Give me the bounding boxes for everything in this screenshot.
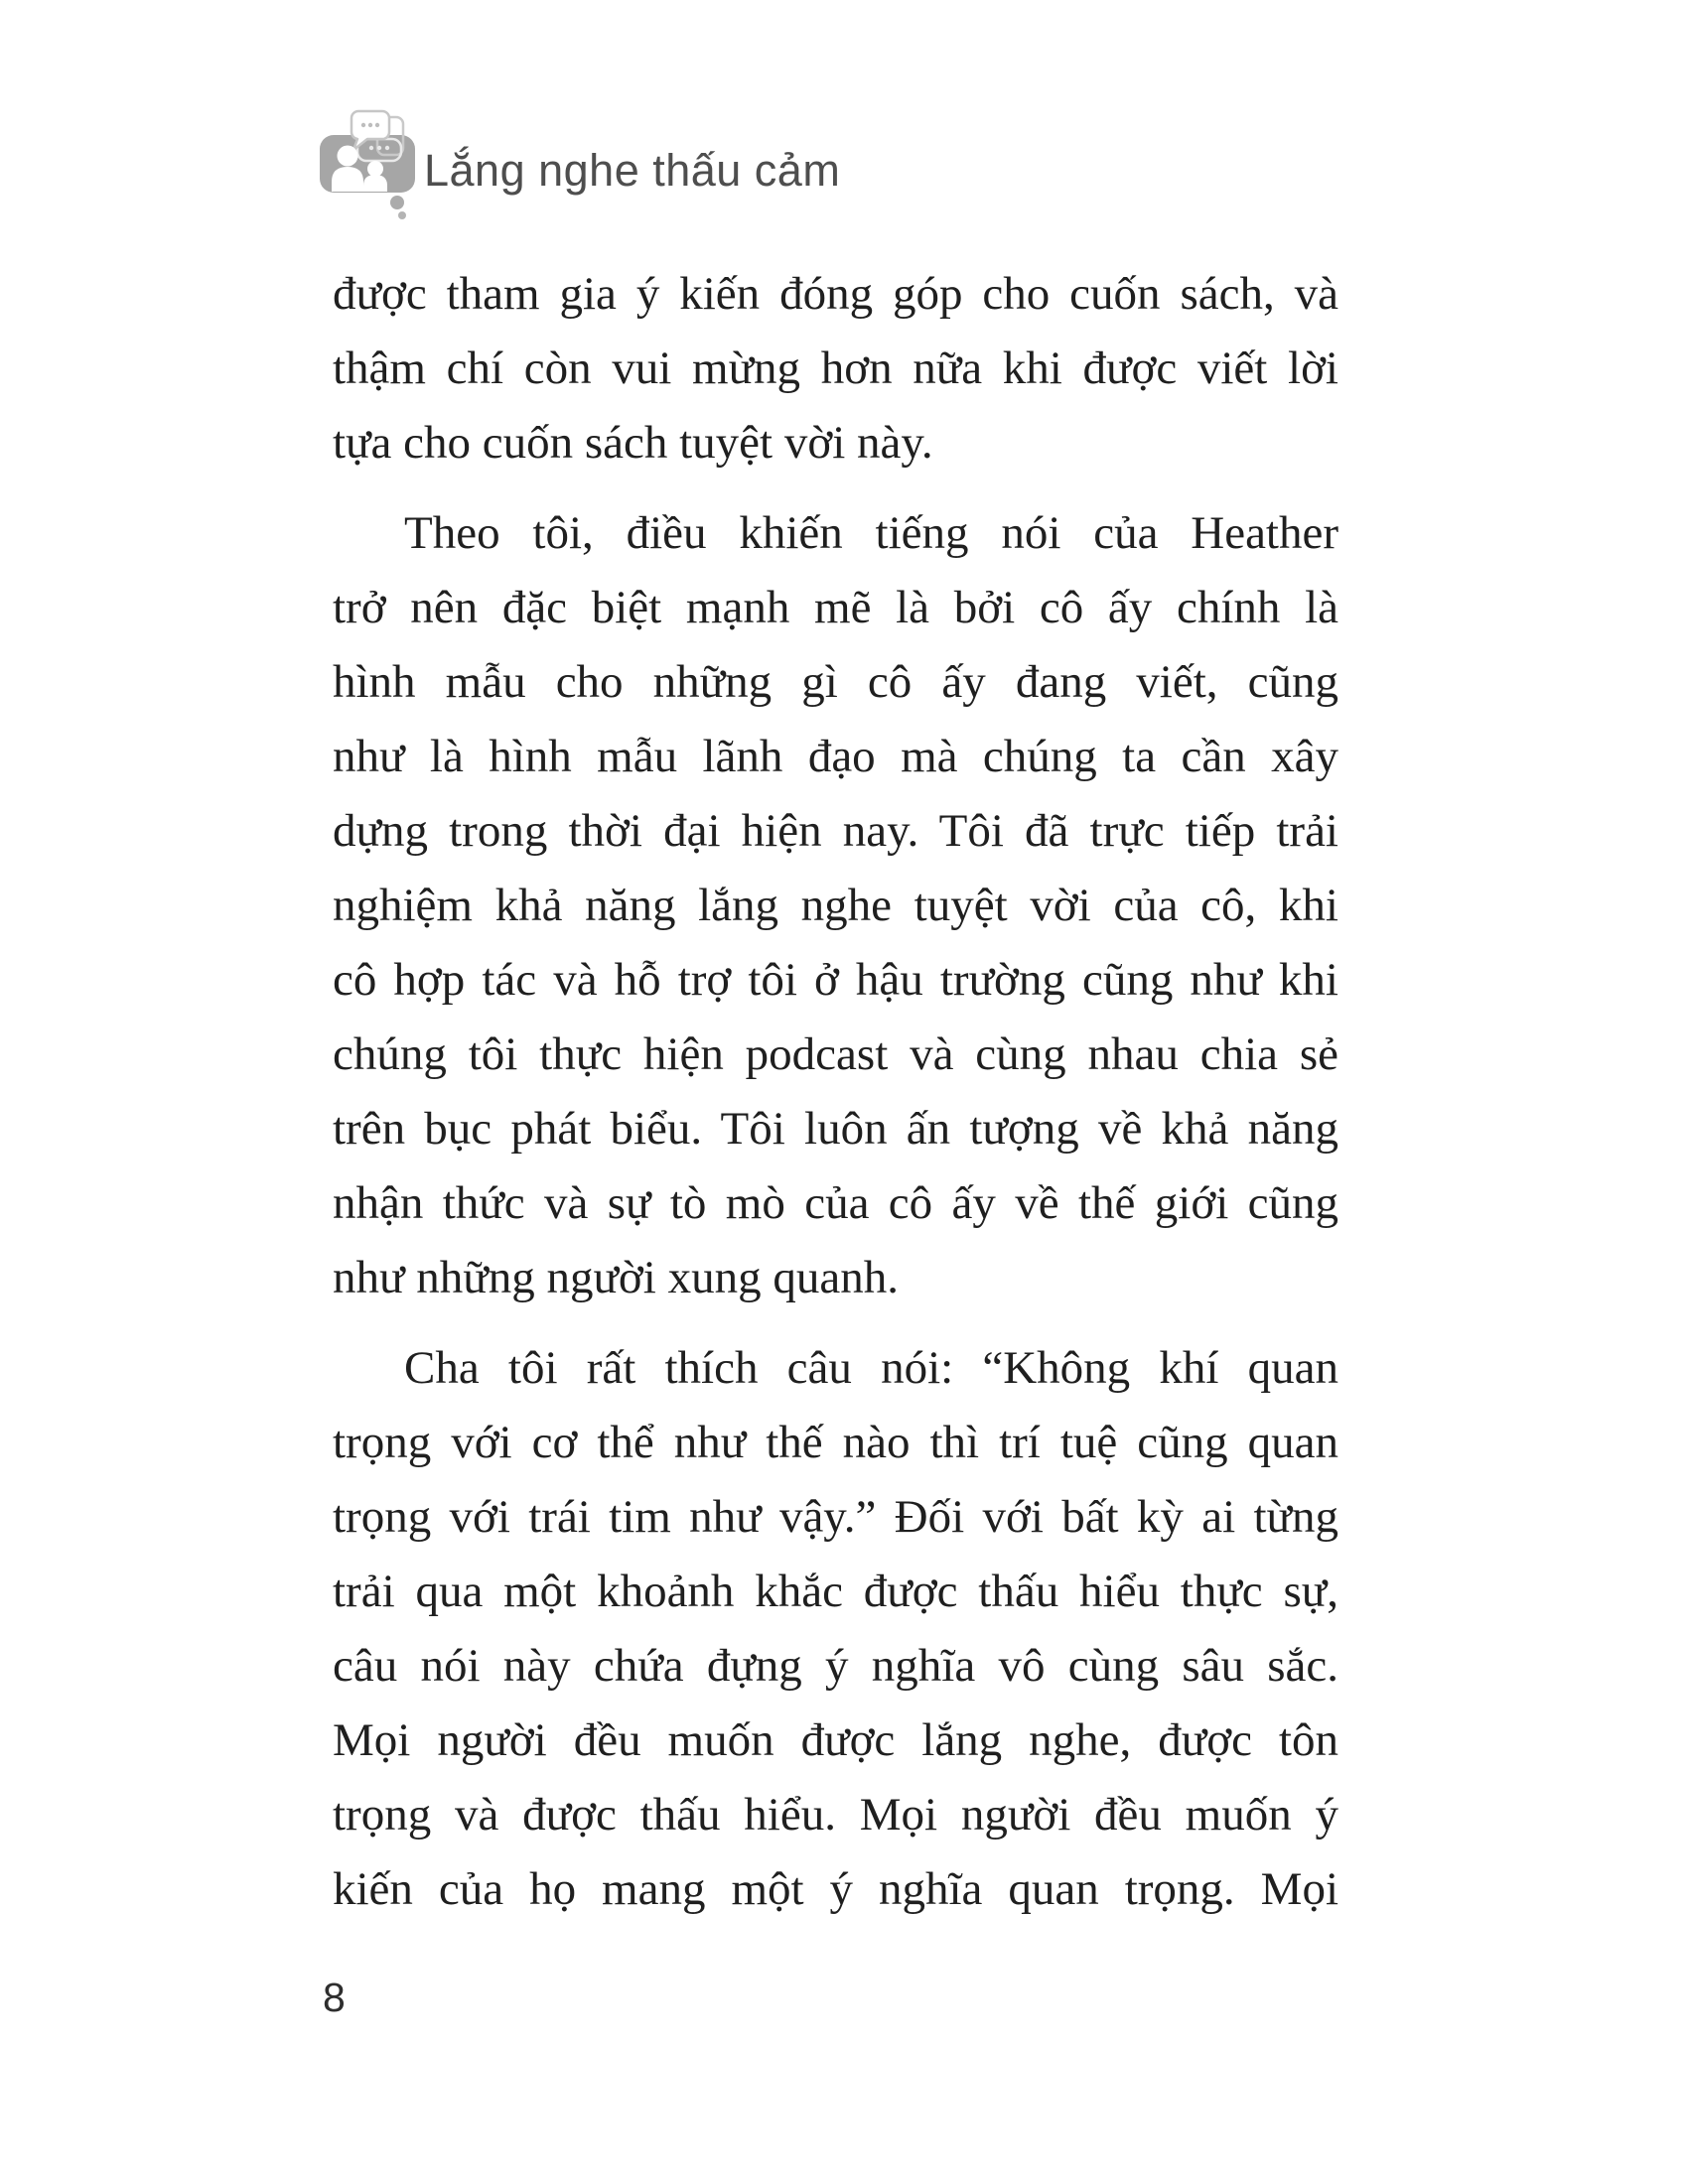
text-line: hình mẫu cho những gì cô ấy đang viết, cũng	[333, 656, 1338, 708]
paragraph	[333, 257, 1338, 480]
text-line: Theo tôi, điều khiến tiếng nói của Heather	[404, 507, 1338, 559]
text-line: trở nên đặc biệt mạnh mẽ là bởi cô ấy chính là	[333, 582, 1338, 633]
thought-dot-large-icon	[390, 196, 404, 209]
text-line: trọng với trái tim như vậy.” Đối với bất kỳ ai từng	[333, 1491, 1338, 1543]
text-line: cô hợp tác và hỗ trợ tôi ở hậu trường cũng như khi	[333, 954, 1338, 1006]
text-line: Cha tôi rất thích câu nói: “Không khí quan	[404, 1342, 1338, 1394]
text-line: trọng và được thấu hiểu. Mọi người đều muốn ý	[333, 1789, 1338, 1841]
text-line: trải qua một khoảnh khắc được thấu hiểu thực sự,	[333, 1566, 1338, 1617]
paragraph	[333, 1331, 1338, 1927]
text-line: nhận thức và sự tò mò của cô ấy về thế giới cũng	[333, 1177, 1338, 1229]
text-line: trọng với cơ thể như thế nào thì trí tuệ cũng quan	[333, 1417, 1338, 1468]
page-number: 8	[323, 1975, 346, 2020]
text-line: thậm chí còn vui mừng hơn nữa khi được viết lời	[333, 342, 1338, 394]
text-line: như những người xung quanh.	[333, 1252, 899, 1303]
book-title: Lắng nghe thấu cảm	[424, 145, 841, 196]
body-text	[333, 257, 1338, 1927]
text-line: Mọi người đều muốn được lắng nghe, được tôn	[333, 1714, 1338, 1766]
text-line: trên bục phát biểu. Tôi luôn ấn tượng về khả năng	[333, 1103, 1338, 1155]
paragraph	[333, 496, 1338, 1315]
text-line: như là hình mẫu lãnh đạo mà chúng ta cần xây	[333, 731, 1338, 782]
text-line: được tham gia ý kiến đóng góp cho cuốn sách, và	[333, 268, 1338, 320]
text-line: tựa cho cuốn sách tuyệt vời này.	[333, 417, 933, 469]
two-people-conversation-icon	[318, 107, 421, 224]
text-line: nghiệm khả năng lắng nghe tuyệt vời của cô, khi	[333, 880, 1338, 931]
text-line: kiến của họ mang một ý nghĩa quan trọng. Mọi	[333, 1863, 1338, 1915]
text-line: chúng tôi thực hiện podcast và cùng nhau chia sẻ	[333, 1028, 1338, 1080]
thought-dot-small-icon	[398, 211, 406, 219]
page-header	[0, 0, 1688, 248]
text-line: câu nói này chứa đựng ý nghĩa vô cùng sâu sắc.	[333, 1640, 1338, 1692]
text-line: dựng trong thời đại hiện nay. Tôi đã trực tiếp trải	[333, 805, 1338, 857]
